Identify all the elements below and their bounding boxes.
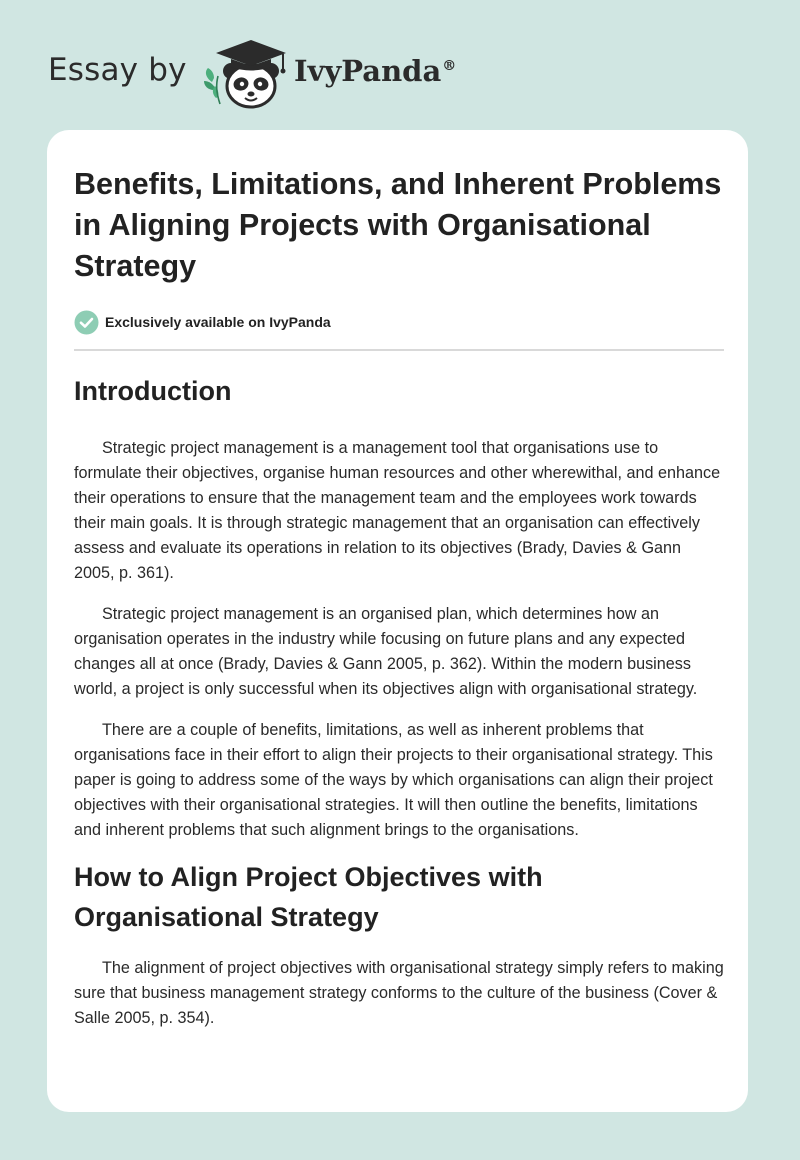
paragraph: The alignment of project objectives with organisational strategy simply refers to making sure that business management strategy conforms to the culture of the business (Cover & Salle 2005, p. 354).: [74, 959, 724, 1027]
registered-mark: ®: [442, 58, 457, 75]
site-header: [48, 34, 468, 110]
essay-card: [47, 130, 748, 1112]
section-heading-align-objectives: How to Align Project Objectives with Organisational Strategy: [74, 862, 543, 932]
brand-prefix: Essay by: [48, 52, 187, 88]
brand-name-text[interactable]: IvyPanda: [294, 54, 442, 88]
brand-name[interactable]: [294, 54, 456, 88]
essay-content: [74, 164, 724, 1031]
paragraph: Strategic project management is an organised plan, which determines how an organisation operates in the industry while focusing on future plans and any expected changes all at once (Brady, Davies & Gann 2005, p. 362). Within the modern business world, a project is only successful when its objectives align with organisational strategy.: [74, 605, 698, 698]
title-divider: [74, 349, 724, 351]
paragraph: There are a couple of benefits, limitations, as well as inherent problems that organisations face in their effort to align their projects to their organisational strategy. This paper is going to address some of the ways by which organisations can align their project objectives with their organisational strategies. It will then outline the benefits, limitations and inherent problems that such alignment brings to the organisations.: [74, 721, 713, 839]
section-heading-introduction: Introduction: [74, 376, 232, 406]
exclusive-badge: [74, 309, 724, 335]
essay-title: Benefits, Limitations, and Inherent Problems in Aligning Projects with Organisational Strategy: [74, 167, 722, 283]
exclusive-badge-text: Exclusively available on IvyPanda: [105, 314, 331, 330]
paragraph: Strategic project management is a management tool that organisations use to formulate their objectives, organise human resources and other wherewithal, and enhance their operations to ensure that the management team and the employees work towards their main goals. It is through strategic management that an organisation can effectively assess and evaluate its operations in relation to its objectives (Brady, Davies & Gann 2005, p. 361).: [74, 439, 721, 582]
check-circle-icon: [74, 310, 99, 335]
panda-graduate-logo-icon[interactable]: [200, 34, 292, 110]
